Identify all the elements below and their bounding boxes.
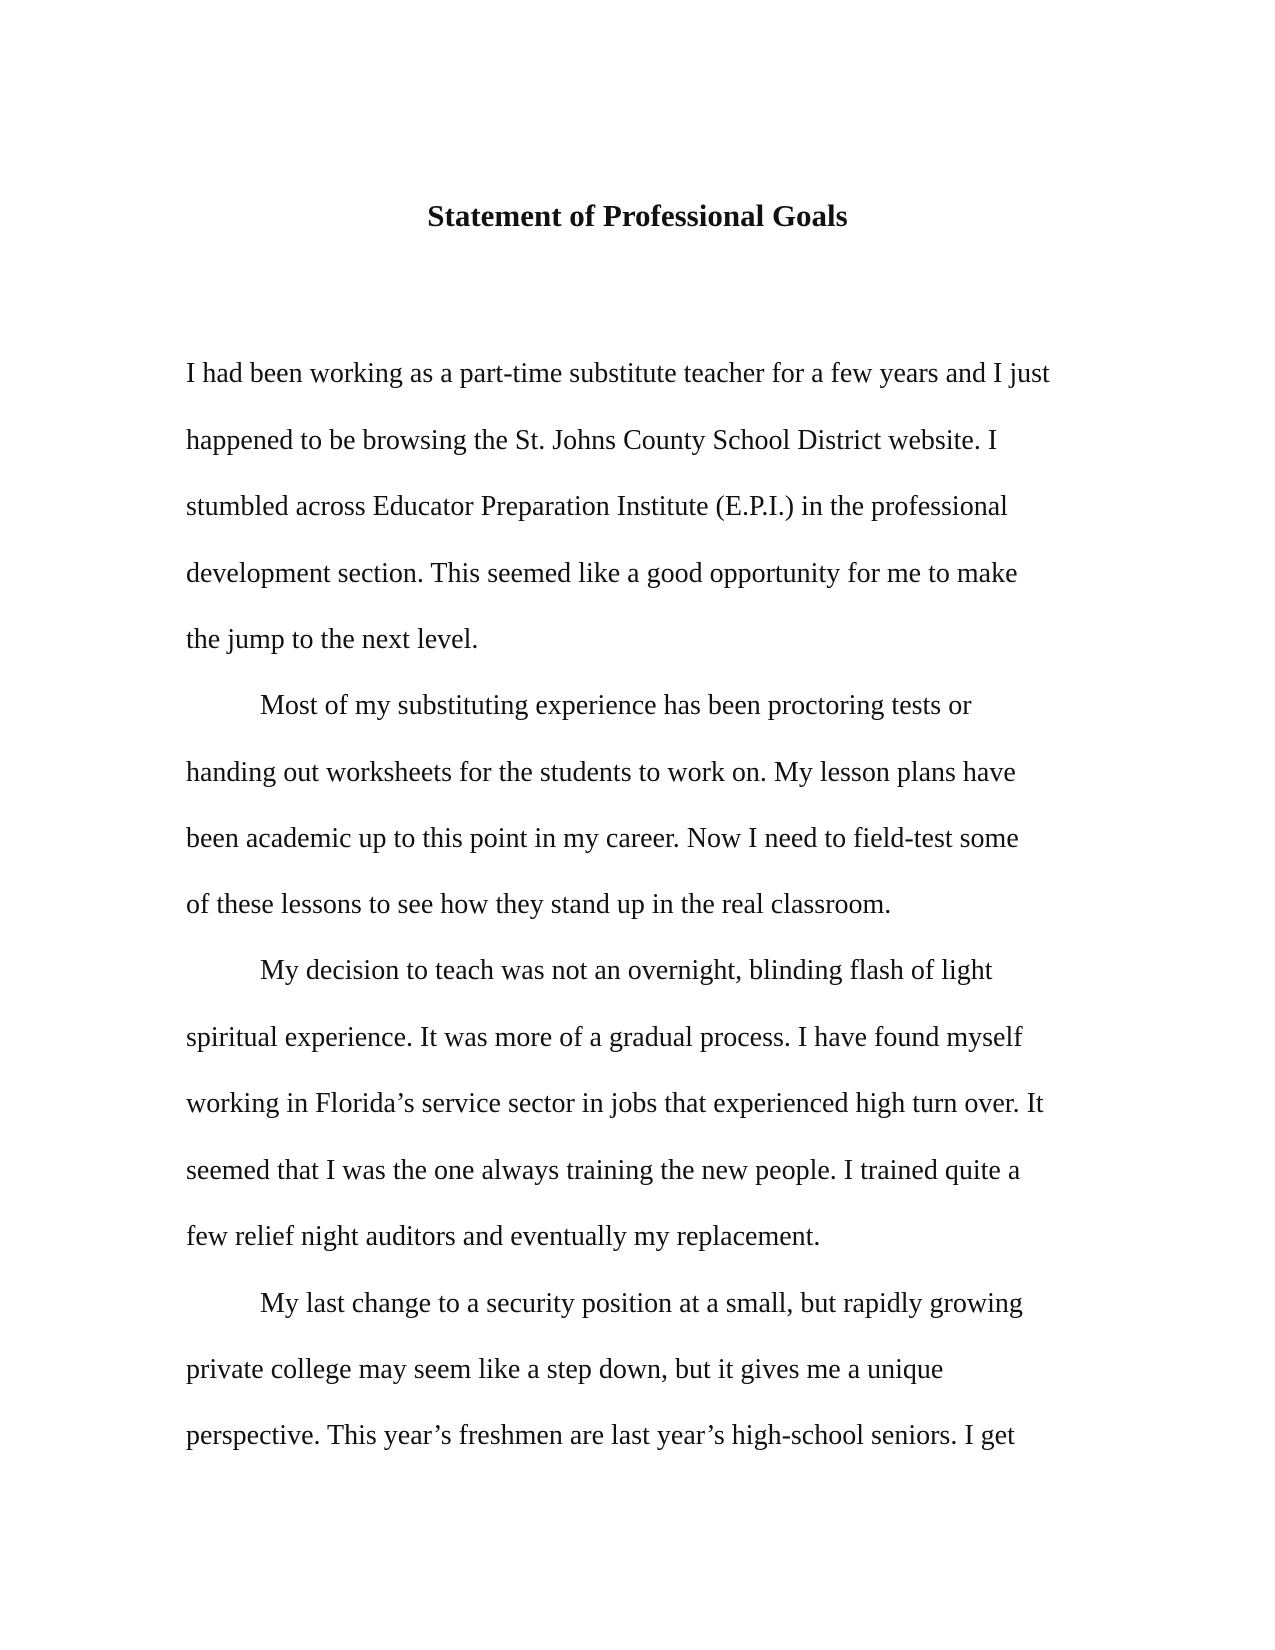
body-line: private college may seem like a step down, but it gives me a unique — [186, 1354, 944, 1385]
body-line: perspective. This year’s freshmen are last year’s high-school seniors. I get — [186, 1420, 1015, 1451]
paragraph-first-line: Most of my substituting experience has been proctoring tests or — [260, 690, 972, 721]
body-line: I had been working as a part-time substitute teacher for a few years and I just — [186, 358, 1050, 389]
paragraph-first-line: My last change to a security position at a small, but rapidly growing — [260, 1288, 1023, 1319]
body-line: few relief night auditors and eventually my replacement. — [186, 1221, 821, 1252]
body-line: seemed that I was the one always training the new people. I trained quite a — [186, 1155, 1021, 1186]
body-line: spiritual experience. It was more of a gradual process. I have found myself — [186, 1022, 1023, 1053]
body-line: happened to be browsing the St. Johns County School District website. I — [186, 425, 998, 456]
body-line: stumbled across Educator Preparation Institute (E.P.I.) in the professional — [186, 491, 1008, 522]
paragraph-first-line: My decision to teach was not an overnight, blinding flash of light — [260, 955, 993, 986]
body-line: the jump to the next level. — [186, 624, 479, 655]
body-line: working in Florida’s service sector in jobs that experienced high turn over. It — [186, 1088, 1044, 1119]
body-line: of these lessons to see how they stand up in the real classroom. — [186, 889, 892, 920]
body-line: been academic up to this point in my career. Now I need to field-test some — [186, 823, 1019, 854]
body-line: handing out worksheets for the students to work on. My lesson plans have — [186, 757, 1016, 788]
document-title: Statement of Professional Goals — [427, 198, 848, 233]
body-line: development section. This seemed like a good opportunity for me to make — [186, 558, 1018, 589]
